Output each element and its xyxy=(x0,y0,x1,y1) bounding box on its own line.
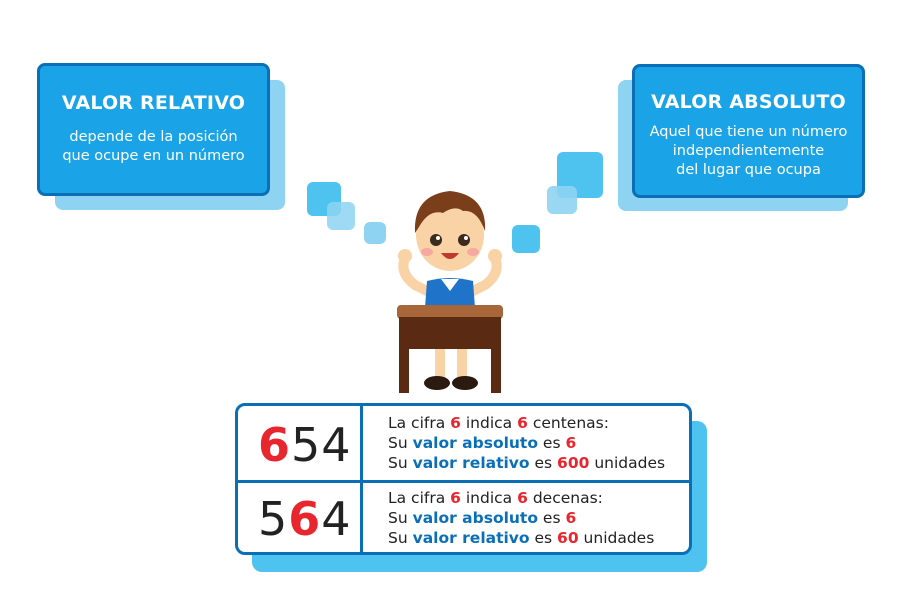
deco-square xyxy=(327,202,355,230)
valor-relativo-text-line2: que ocupe en un número xyxy=(62,148,245,164)
table-row-2-explanation xyxy=(388,488,654,548)
row2-line3: Su valor relativo es 60 unidades xyxy=(388,529,655,547)
table-row-1-number: 654 xyxy=(258,418,352,472)
deco-square xyxy=(512,225,540,253)
table-divider-horizontal xyxy=(238,480,692,483)
row1-line3: Su valor relativo es 600 unidades xyxy=(388,454,666,472)
valor-absoluto-card xyxy=(632,64,865,198)
valor-absoluto-text-line1: Aquel que tiene un número xyxy=(649,124,848,140)
deco-square xyxy=(364,222,386,244)
row1-line2: Su valor absoluto es 6 xyxy=(388,434,577,452)
deco-square xyxy=(547,186,577,214)
examples-table xyxy=(235,403,692,555)
valor-absoluto-title: VALOR ABSOLUTO xyxy=(651,91,846,113)
valor-relativo-title: VALOR RELATIVO xyxy=(61,92,246,114)
student-at-desk-icon xyxy=(385,183,515,398)
row2-line2: Su valor absoluto es 6 xyxy=(388,509,577,527)
valor-absoluto-text-line3: del lugar que ocupa xyxy=(676,162,821,178)
table-row-2-number: 564 xyxy=(258,492,352,546)
valor-absoluto-text-line2: independientemente xyxy=(672,143,825,159)
row2-line1: La cifra 6 indica 6 decenas: xyxy=(388,489,603,507)
valor-relativo-text-line1: depende de la posición xyxy=(69,129,238,145)
table-row-1-explanation xyxy=(388,413,665,473)
valor-relativo-card xyxy=(37,63,270,196)
row1-line1: La cifra 6 indica 6 centenas: xyxy=(388,414,609,432)
